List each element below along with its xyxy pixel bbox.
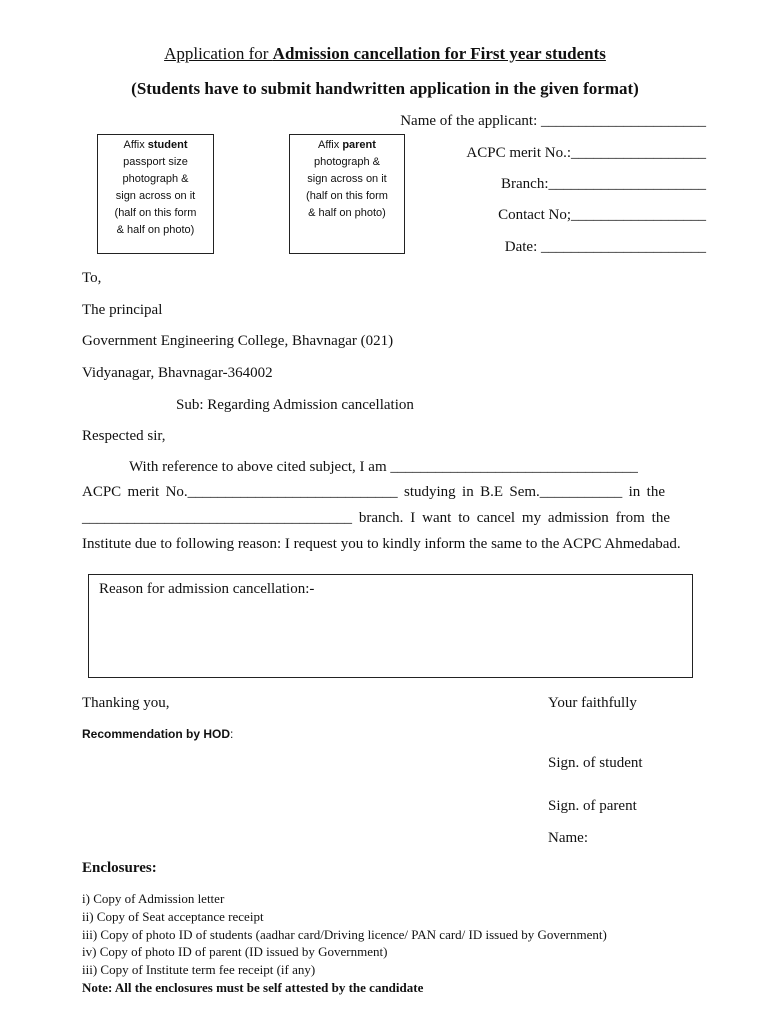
enclosure-item: iii) Copy of photo ID of students (aadhar card/Driving licence/ PAN card/ ID issued by Government) bbox=[82, 927, 607, 942]
hod-bold-label: Recommendation by HOD bbox=[82, 727, 231, 741]
student-photo-line6: & half on photo) bbox=[116, 224, 195, 236]
address-to: To, bbox=[82, 270, 102, 286]
student-photo-line4: sign across on it bbox=[115, 190, 196, 202]
title-prefix: Application for bbox=[164, 44, 273, 63]
student-photo-line3: photograph & bbox=[122, 173, 189, 185]
reason-label: Reason for admission cancellation:- bbox=[99, 581, 315, 597]
contact-field[interactable]: Contact No;__________________ bbox=[498, 207, 706, 223]
student-photo-line5: (half on this form bbox=[114, 207, 197, 219]
address-city: Vidyanagar, Bhavnagar-364002 bbox=[82, 365, 273, 381]
applicant-name-field[interactable]: Name of the applicant: ______________________ bbox=[400, 113, 706, 129]
parent-affix-label: Affix bbox=[318, 139, 343, 151]
paragraph-line-4: Institute due to following reason: I request you to kindly inform the same to the ACPC Ahmedabad. bbox=[82, 536, 681, 552]
sign-student-label: Sign. of student bbox=[548, 755, 643, 771]
paragraph-line-3: ____________________________________ branch. I want to cancel my admission from the bbox=[82, 510, 670, 526]
parent-photo-line5: & half on photo) bbox=[308, 207, 386, 219]
student-bold-label: student bbox=[147, 139, 188, 151]
date-field[interactable]: Date: ______________________ bbox=[504, 239, 706, 255]
name-label: Name: bbox=[548, 830, 588, 846]
parent-photo-line3: sign across on it bbox=[307, 173, 387, 185]
parent-photo-box bbox=[289, 134, 405, 254]
subject-line: Sub: Regarding Admission cancellation bbox=[176, 397, 414, 413]
paragraph-line-1: With reference to above cited subject, I am _________________________________ bbox=[129, 459, 638, 475]
hod-suffix: : bbox=[230, 727, 234, 741]
enclosure-item: iv) Copy of photo ID of parent (ID issued by Government) bbox=[82, 944, 388, 959]
acpc-merit-field[interactable]: ACPC merit No.:__________________ bbox=[466, 145, 706, 161]
student-photo-line2: passport size bbox=[123, 156, 188, 168]
paragraph-line-2: ACPC merit No.____________________________ studying in B.E Sem.___________ in the bbox=[82, 484, 665, 500]
hod-recommendation-label bbox=[82, 727, 233, 741]
student-affix-label: Affix bbox=[123, 139, 148, 151]
enclosures-title: Enclosures: bbox=[82, 860, 157, 876]
enclosure-item: ii) Copy of Seat acceptance receipt bbox=[82, 909, 264, 924]
student-photo-line1 bbox=[98, 137, 213, 154]
address-college: Government Engineering College, Bhavnagar (021) bbox=[82, 333, 394, 349]
page-title bbox=[0, 44, 770, 64]
page-subtitle: (Students have to submit handwritten application in the given format) bbox=[131, 79, 639, 98]
enclosure-item: i) Copy of Admission letter bbox=[82, 891, 225, 906]
parent-photo-line2: photograph & bbox=[313, 156, 381, 168]
branch-field[interactable]: Branch:_____________________ bbox=[501, 176, 706, 192]
parent-bold-label: parent bbox=[342, 139, 376, 151]
address-principal: The principal bbox=[82, 302, 163, 318]
enclosures-note: Note: All the enclosures must be self attested by the candidate bbox=[82, 980, 424, 995]
thanking-text: Thanking you, bbox=[82, 695, 170, 711]
salutation: Respected sir, bbox=[82, 428, 166, 444]
reason-box[interactable] bbox=[88, 574, 693, 678]
parent-photo-line1 bbox=[290, 137, 404, 154]
title-bold: Admission cancellation for First year students bbox=[272, 44, 606, 63]
enclosure-item: iii) Copy of Institute term fee receipt (if any) bbox=[82, 962, 316, 977]
student-photo-box bbox=[97, 134, 214, 254]
faithfully-text: Your faithfully bbox=[548, 695, 637, 711]
sign-parent-label: Sign. of parent bbox=[548, 798, 637, 814]
parent-photo-line4: (half on this form bbox=[306, 190, 388, 202]
